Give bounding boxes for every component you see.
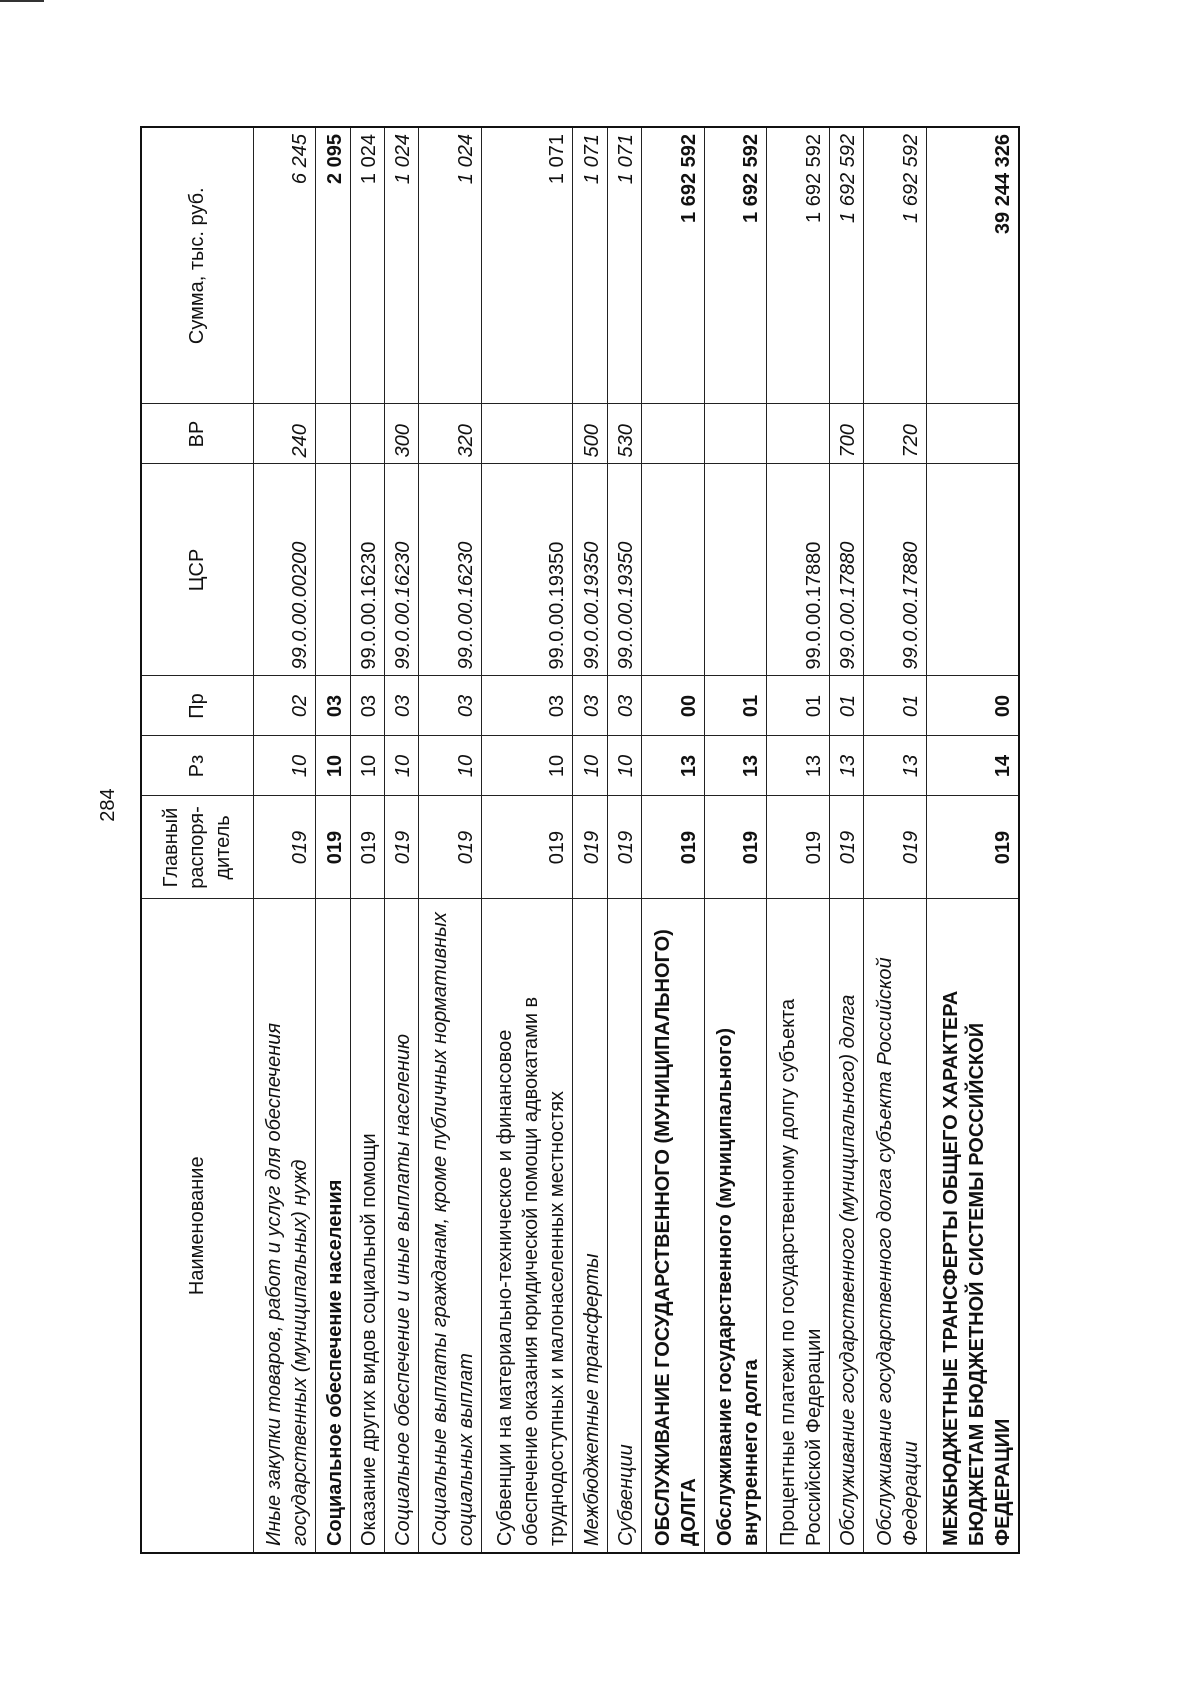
cell-rz: 14 bbox=[927, 736, 1019, 796]
cell-csr bbox=[704, 464, 767, 676]
cell-admin: 019 bbox=[607, 796, 641, 899]
cell-admin: 019 bbox=[927, 796, 1019, 899]
header-pr: Пр bbox=[141, 676, 253, 736]
cell-csr: 99.0.00.19350 bbox=[481, 464, 573, 676]
table-row bbox=[864, 127, 927, 1553]
cell-vr bbox=[927, 404, 1019, 464]
cell-name: ОБСЛУЖИВАНИЕ ГОСУДАРСТВЕННОГО (МУНИЦИПАЛЬНОГО) ДОЛГА bbox=[641, 899, 704, 1553]
cell-pr: 03 bbox=[316, 676, 350, 736]
cell-rz: 13 bbox=[864, 736, 927, 796]
cell-pr: 00 bbox=[641, 676, 704, 736]
cell-sum: 2 095 bbox=[316, 127, 350, 404]
table-row bbox=[418, 127, 481, 1553]
cell-admin: 019 bbox=[384, 796, 418, 899]
cell-csr bbox=[927, 464, 1019, 676]
cell-sum: 1 071 bbox=[573, 127, 607, 404]
cell-sum: 1 692 592 bbox=[767, 127, 830, 404]
cell-name: Субвенции на материально-техническое и финансовое обеспечение оказания юридической помощи адвокатами в труднодоступных и малонаселенных местностях bbox=[481, 899, 573, 1553]
table-row bbox=[607, 127, 641, 1553]
table-row bbox=[767, 127, 830, 1553]
cell-sum: 1 692 592 bbox=[641, 127, 704, 404]
cell-name: Социальные выплаты гражданам, кроме публичных нормативных социальных выплат bbox=[418, 899, 481, 1553]
cell-pr: 01 bbox=[767, 676, 830, 736]
page-number: 284 bbox=[97, 788, 119, 822]
cell-sum: 1 024 bbox=[350, 127, 384, 404]
cell-name: Иные закупки товаров, работ и услуг для обеспечения государственных (муниципальных) нужд bbox=[253, 899, 316, 1553]
cell-pr: 01 bbox=[704, 676, 767, 736]
cell-vr bbox=[641, 404, 704, 464]
cell-sum: 39 244 326 bbox=[927, 127, 1019, 404]
cell-name: МЕЖБЮДЖЕТНЫЕ ТРАНСФЕРТЫ ОБЩЕГО ХАРАКТЕРА БЮДЖЕТАМ БЮДЖЕТНОЙ СИСТЕМЫ РОССИЙСКОЙ ФЕДЕРАЦИИ bbox=[927, 899, 1019, 1553]
cell-csr: 99.0.00.19350 bbox=[607, 464, 641, 676]
header-name: Наименование bbox=[141, 899, 253, 1553]
cell-admin: 019 bbox=[641, 796, 704, 899]
cell-rz: 10 bbox=[316, 736, 350, 796]
cell-csr: 99.0.00.16230 bbox=[350, 464, 384, 676]
table-row bbox=[830, 127, 864, 1553]
cell-admin: 019 bbox=[481, 796, 573, 899]
cell-vr: 300 bbox=[384, 404, 418, 464]
cell-sum: 1 692 592 bbox=[704, 127, 767, 404]
scan-corner-mark bbox=[0, 0, 44, 2]
cell-name: Обслуживание государственного (муниципального) внутреннего долга bbox=[704, 899, 767, 1553]
cell-rz: 10 bbox=[607, 736, 641, 796]
cell-sum: 1 692 592 bbox=[830, 127, 864, 404]
header-vr: ВР bbox=[141, 404, 253, 464]
cell-csr: 99.0.00.16230 bbox=[384, 464, 418, 676]
cell-pr: 03 bbox=[607, 676, 641, 736]
cell-csr: 99.0.00.17880 bbox=[864, 464, 927, 676]
table-row bbox=[350, 127, 384, 1553]
cell-pr: 01 bbox=[864, 676, 927, 736]
cell-pr: 03 bbox=[350, 676, 384, 736]
table-row bbox=[253, 127, 316, 1553]
cell-vr bbox=[481, 404, 573, 464]
header-row bbox=[141, 127, 253, 1553]
header-rz: Рз bbox=[141, 736, 253, 796]
cell-csr bbox=[641, 464, 704, 676]
cell-vr bbox=[767, 404, 830, 464]
cell-csr bbox=[316, 464, 350, 676]
cell-pr: 03 bbox=[418, 676, 481, 736]
cell-rz: 10 bbox=[573, 736, 607, 796]
cell-admin: 019 bbox=[767, 796, 830, 899]
cell-pr: 01 bbox=[830, 676, 864, 736]
header-sum: Сумма, тыс. руб. bbox=[141, 127, 253, 404]
cell-sum: 1 024 bbox=[384, 127, 418, 404]
cell-name: Межбюджетные трансферты bbox=[573, 899, 607, 1553]
cell-vr bbox=[316, 404, 350, 464]
budget-table bbox=[140, 126, 1020, 1554]
cell-pr: 03 bbox=[481, 676, 573, 736]
cell-rz: 13 bbox=[641, 736, 704, 796]
cell-name: Субвенции bbox=[607, 899, 641, 1553]
table-row bbox=[384, 127, 418, 1553]
table-row bbox=[927, 127, 1019, 1553]
cell-name: Обслуживание государственного долга субъекта Российской Федерации bbox=[864, 899, 927, 1553]
cell-csr: 99.0.00.17880 bbox=[830, 464, 864, 676]
cell-name: Обслуживание государственного (муниципального) долга bbox=[830, 899, 864, 1553]
cell-rz: 10 bbox=[350, 736, 384, 796]
cell-vr: 720 bbox=[864, 404, 927, 464]
cell-sum: 1 692 592 bbox=[864, 127, 927, 404]
table-row bbox=[573, 127, 607, 1553]
budget-table-rotated bbox=[140, 128, 1020, 1554]
cell-rz: 10 bbox=[253, 736, 316, 796]
cell-rz: 10 bbox=[384, 736, 418, 796]
cell-pr: 03 bbox=[573, 676, 607, 736]
cell-vr: 240 bbox=[253, 404, 316, 464]
cell-vr bbox=[350, 404, 384, 464]
cell-pr: 03 bbox=[384, 676, 418, 736]
cell-admin: 019 bbox=[864, 796, 927, 899]
cell-sum: 1 071 bbox=[607, 127, 641, 404]
cell-rz: 10 bbox=[481, 736, 573, 796]
cell-sum: 1 024 bbox=[418, 127, 481, 404]
cell-admin: 019 bbox=[316, 796, 350, 899]
cell-vr: 500 bbox=[573, 404, 607, 464]
cell-admin: 019 bbox=[830, 796, 864, 899]
table-row bbox=[641, 127, 704, 1553]
cell-admin: 019 bbox=[573, 796, 607, 899]
cell-csr: 99.0.00.17880 bbox=[767, 464, 830, 676]
cell-rz: 10 bbox=[418, 736, 481, 796]
cell-csr: 99.0.00.00200 bbox=[253, 464, 316, 676]
cell-admin: 019 bbox=[253, 796, 316, 899]
cell-name: Процентные платежи по государственному долгу субъекта Российской Федерации bbox=[767, 899, 830, 1553]
cell-vr: 530 bbox=[607, 404, 641, 464]
table-row bbox=[481, 127, 573, 1553]
cell-name: Оказание других видов социальной помощи bbox=[350, 899, 384, 1553]
cell-pr: 02 bbox=[253, 676, 316, 736]
table-row bbox=[316, 127, 350, 1553]
cell-name: Социальное обеспечение населения bbox=[316, 899, 350, 1553]
cell-pr: 00 bbox=[927, 676, 1019, 736]
cell-admin: 019 bbox=[418, 796, 481, 899]
table-row bbox=[704, 127, 767, 1553]
cell-sum: 1 071 bbox=[481, 127, 573, 404]
cell-vr: 700 bbox=[830, 404, 864, 464]
cell-vr: 320 bbox=[418, 404, 481, 464]
cell-admin: 019 bbox=[704, 796, 767, 899]
cell-name: Социальное обеспечение и иные выплаты населению bbox=[384, 899, 418, 1553]
cell-admin: 019 bbox=[350, 796, 384, 899]
cell-vr bbox=[704, 404, 767, 464]
cell-sum: 6 245 bbox=[253, 127, 316, 404]
cell-rz: 13 bbox=[704, 736, 767, 796]
header-csr: ЦСР bbox=[141, 464, 253, 676]
header-admin: Главный распоря-дитель bbox=[141, 796, 253, 899]
cell-csr: 99.0.00.16230 bbox=[418, 464, 481, 676]
cell-rz: 13 bbox=[830, 736, 864, 796]
cell-rz: 13 bbox=[767, 736, 830, 796]
cell-csr: 99.0.00.19350 bbox=[573, 464, 607, 676]
